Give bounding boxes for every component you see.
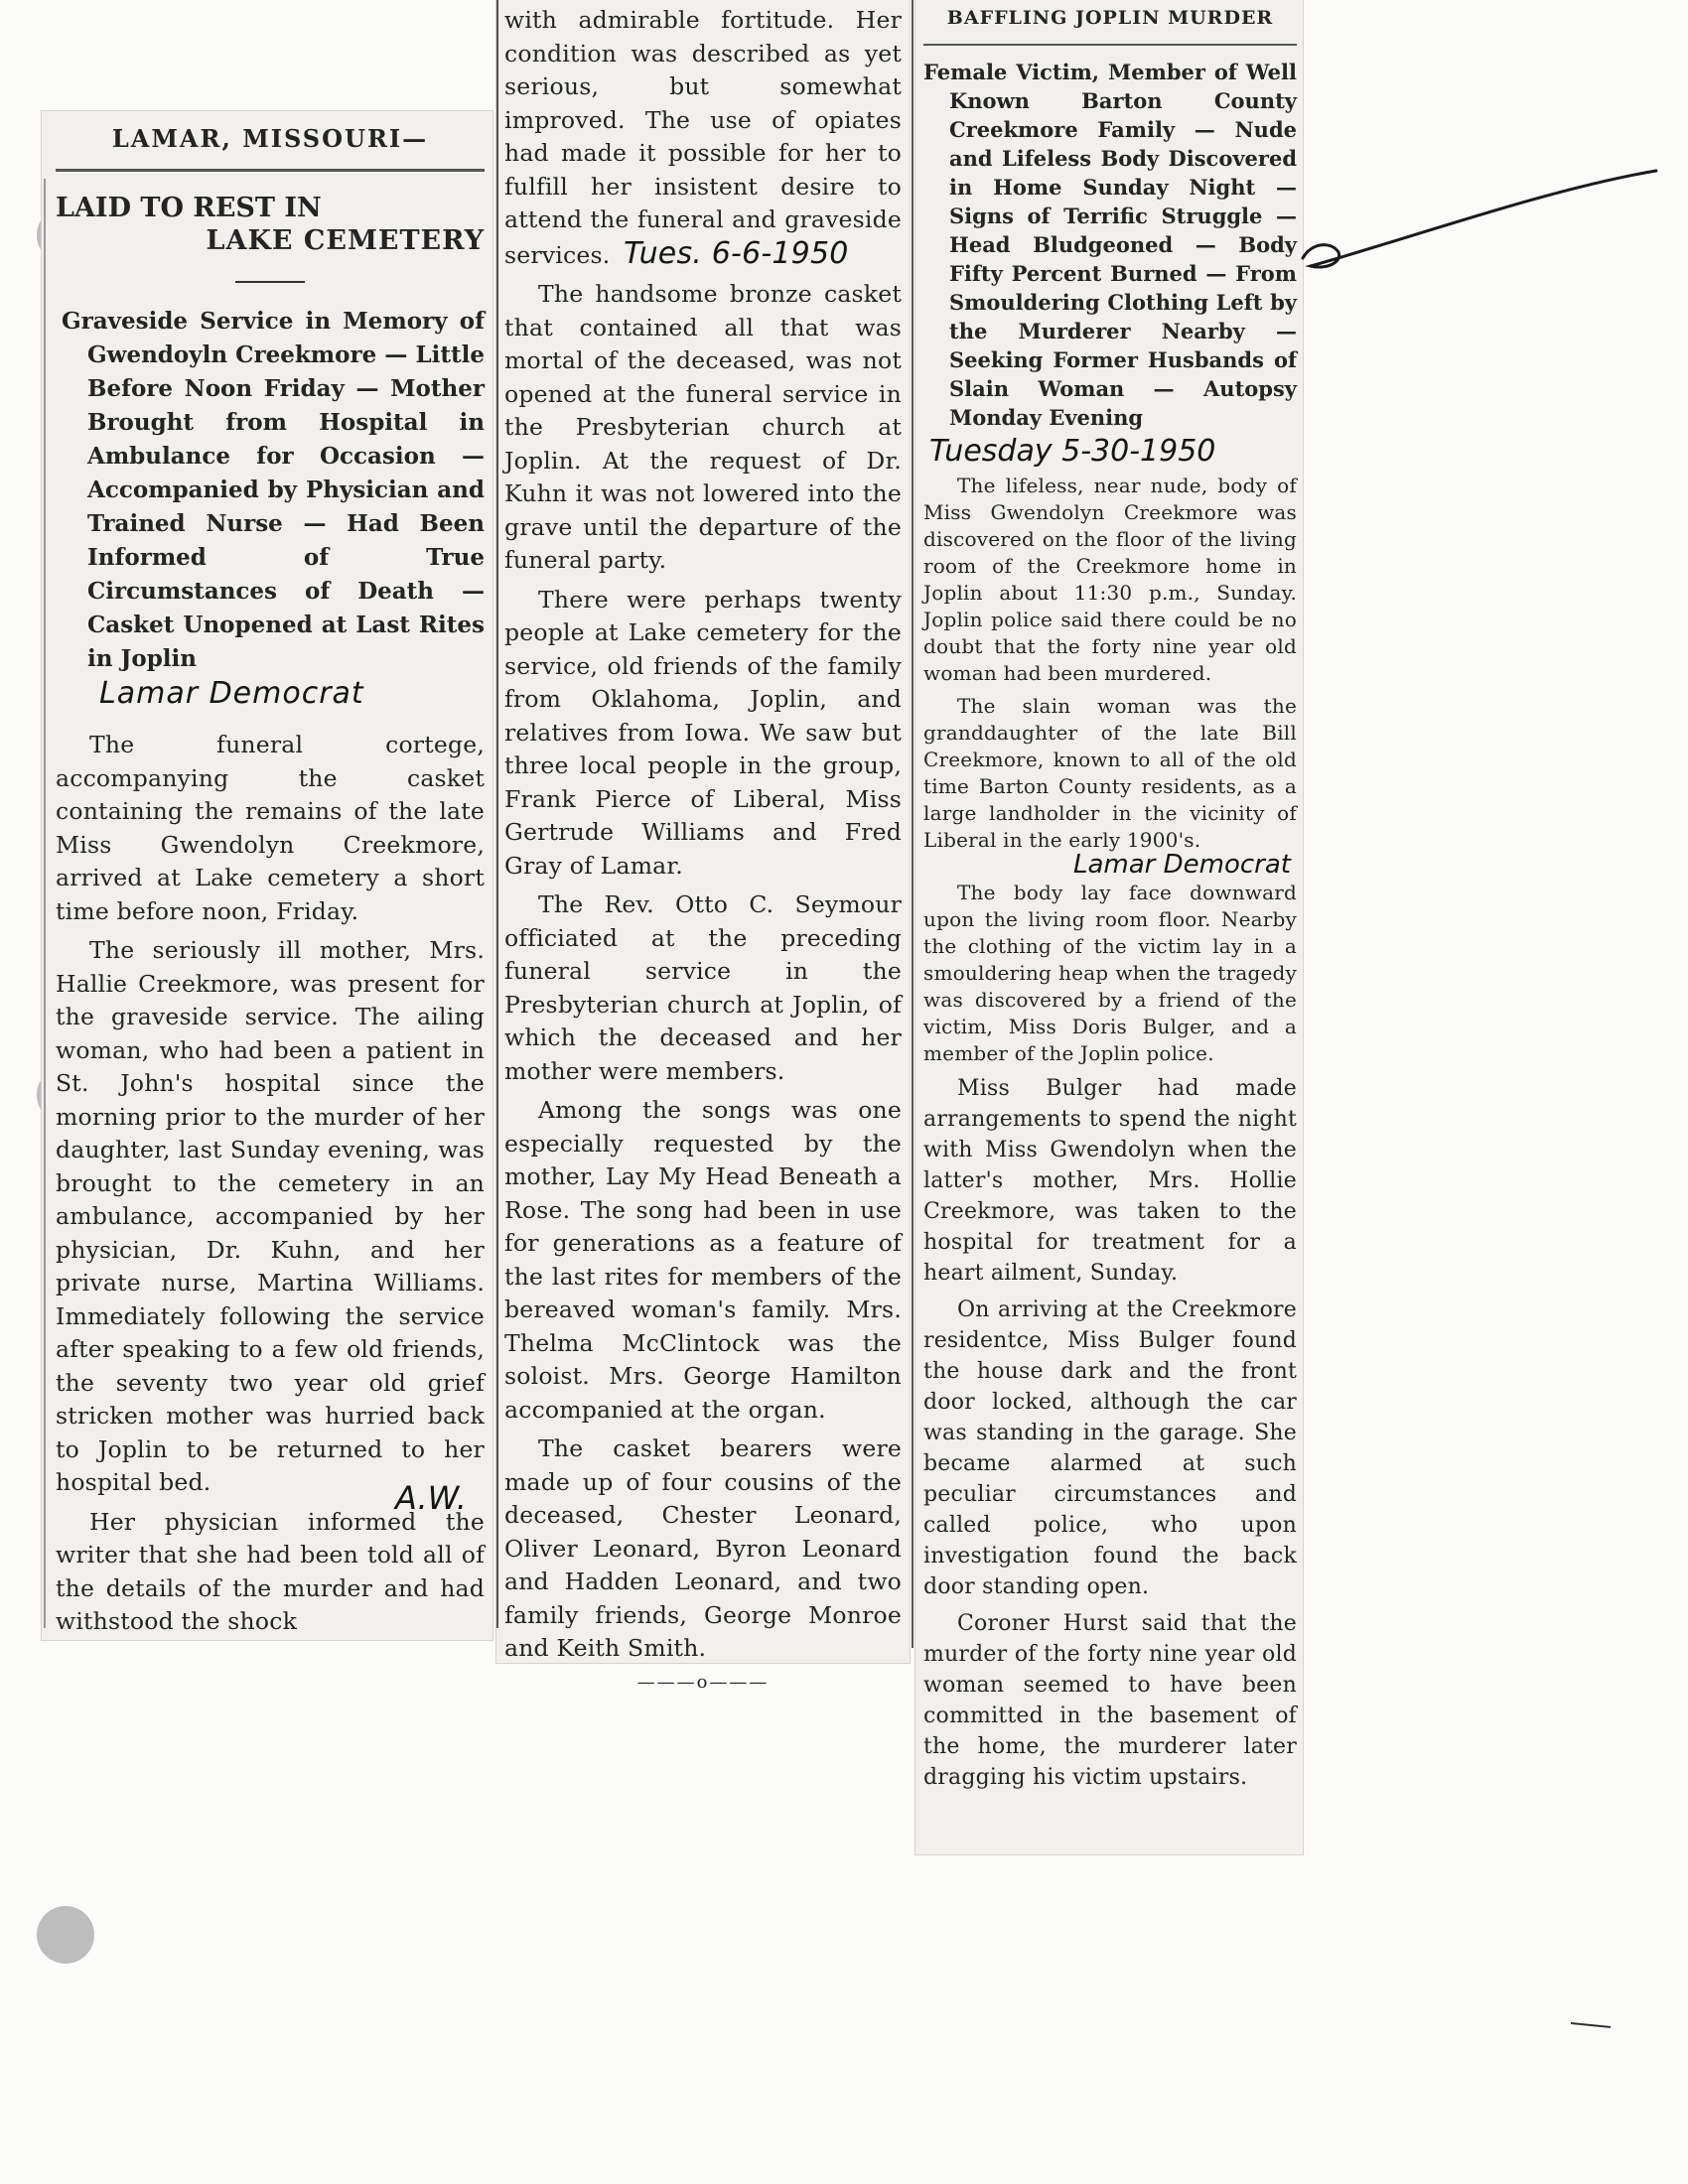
binder-hole-bottom <box>37 1906 94 1964</box>
middle-paragraph-2: There were perhaps twenty people at Lake cemetery for the service, old friends of the family from Oklahoma, Joplin, and relatives from Iowa. We saw but three local people in the group, Frank Pierce of Liberal, Miss Gertrude Williams and Fred Gray of Lamar. <box>504 585 902 880</box>
dateline: LAMAR, MISSOURI <box>111 123 403 153</box>
left-paragraph-3: Her physician informed the writer that she had been told all of the details of the murder and had withstood the shock <box>56 1507 485 1635</box>
pen-stroke-mark <box>1291 149 1668 308</box>
headline-rule <box>235 281 305 283</box>
right-headline-rule <box>923 44 1297 46</box>
middle-column <box>504 4 902 1693</box>
left-paragraph-1: The funeral cortege, accompanying the casket containing the remains of the late Miss Gwendolyn Creekmore, arrived at Lake cemetery a short time before noon, Friday. <box>56 731 485 925</box>
right-column <box>923 6 1297 1799</box>
left-paragraph-2: The seriously ill mother, Mrs. Hallie Creekmore, was present for the graveside service. The ailing woman, who had been a patient in St. John's hospital since the morning prior to the murder of her daughter, last Sunday evening, was brought to the cemetery in an ambulance, accompanied by her physician, Dr. Kuhn, and her private nurse, Martina Williams. Immediately following the service after speaking to a few old friends, the seventy two year old grief stricken mother was hurried back to Joplin to be returned to her hospital bed. <box>56 936 485 1496</box>
margin-tick-mark <box>1567 2015 1617 2035</box>
right-paragraph-1: The lifeless, near nude, body of Miss Gwendolyn Creekmore was discovered on the floor of the living room of the Creekmore home in Joplin about 11:30 p.m., Sunday. Joplin police said there could be no doubt that the forty nine year old woman had been murdered. <box>923 474 1297 685</box>
right-deck: Female Victim, Member of Well Known Barton County Creekmore Family — Nude and Lifeless Body Discovered in Home Sunday Night — Signs of Terrific Struggle — Head Bludgeoned — Body Fifty Percent Burned — From Smouldering Clothing Left by the Murderer Nearby — Seeking Former Husbands of Slain Woman — Autopsy Monday Evening <box>923 60 1297 430</box>
handwritten-note-lamar-democrat: Lamar Democrat <box>99 676 364 711</box>
left-column <box>56 111 485 1645</box>
middle-paragraph-1: The handsome bronze casket that contained all that was mortal of the deceased, was not opened at the funeral service in the Presbyterian church at Joplin. At the request of Dr. Kuhn it was not lowered into the grave until the departure of the funeral party. <box>504 280 902 574</box>
middle-paragraph-4: Among the songs was one especially requested by the mother, Lay My Head Beneath a Rose. The song had been in use for generations as a feature of the last rites for members of the bereaved woman's family. Mrs. Thelma McClintock was the soloist. Mrs. George Hamilton accompanied at the organ. <box>504 1096 902 1424</box>
end-mark: ———o——— <box>636 1671 770 1693</box>
right-paragraph-6: Coroner Hurst said that the murder of the forty nine year old woman seemed to have been committed in the basement of the home, the murderer later dragging his victim upstairs. <box>923 1611 1297 1790</box>
right-paragraph-3: The body lay face downward upon the living room floor. Nearby the clothing of the victim lay in a smouldering heap when the tragedy was discovered by a friend of the victim, Miss Doris Bulger, and a member of the Joplin police. <box>923 881 1297 1065</box>
pen-stroke-line <box>1303 171 1656 267</box>
handwritten-margin-mark: A.W. <box>395 1479 467 1517</box>
handwritten-date-tuesday: Tuesday 5-30-1950 <box>929 434 1216 469</box>
left-column-edge <box>44 179 46 1628</box>
headline-line-2: LAKE CEMETERY <box>206 225 485 256</box>
middle-left-rule <box>496 0 498 1628</box>
middle-intro-text: with admirable fortitude. Her condition was described as yet serious, but somewhat improved. The use of opiates had made it possible for her to fulfill her insistent desire to attend the funeral and graveside services. <box>504 6 902 269</box>
left-deck: Graveside Service in Memory of Gwendoyln Creekmore — Little Before Noon Friday — Mother Brought from Hospital in Ambulance for Occasion — Accompanied by Physician and Trained Nurse — Had Been Informed of True Circumstances of Death — Casket Unopened at Last Rites in Joplin <box>62 308 485 672</box>
handwritten-date-tues: Tues. 6-6-1950 <box>624 235 849 271</box>
dateline-row <box>56 115 485 161</box>
right-headline: BAFFLING JOPLIN MURDER <box>946 7 1274 29</box>
middle-paragraph-3: The Rev. Otto C. Seymour officiated at the preceding funeral service in the Presbyterian church at Joplin, of which the deceased and her mother were members. <box>504 890 902 1085</box>
right-paragraph-5: On arriving at the Creekmore residentce, Miss Bulger found the house dark and the front door locked, although the car was standing in the garage. She became alarmed at such peculiar circumstances and called police, who upon investigation found the back door standing open. <box>923 1297 1297 1599</box>
dateline-dash: — <box>402 123 429 153</box>
handwritten-note-lamar-democrat-2: Lamar Democrat <box>1073 850 1291 880</box>
headline-line-1: LAID TO REST IN <box>56 193 322 223</box>
middle-right-rule <box>912 0 914 1648</box>
middle-intro <box>504 4 902 272</box>
dateline-rule <box>56 169 485 172</box>
margin-tick-line <box>1571 2023 1611 2027</box>
middle-paragraph-5: The casket bearers were made up of four cousins of the deceased, Chester Leonard, Oliver Leonard, Byron Leonard and Hadden Leonard, and two family friends, George Monroe and Keith Smith. <box>504 1434 902 1662</box>
right-paragraph-4: Miss Bulger had made arrangements to spend the night with Miss Gwendolyn when the latter's mother, Mrs. Hollie Creekmore, was taken to the hospital for treatment for a heart ailment, Sunday. <box>923 1076 1297 1286</box>
right-paragraph-2: The slain woman was the granddaughter of the late Bill Creekmore, known to all of the old time Barton County residents, as a large landholder in the vicinity of Liberal in the early 1900's. <box>923 694 1297 852</box>
